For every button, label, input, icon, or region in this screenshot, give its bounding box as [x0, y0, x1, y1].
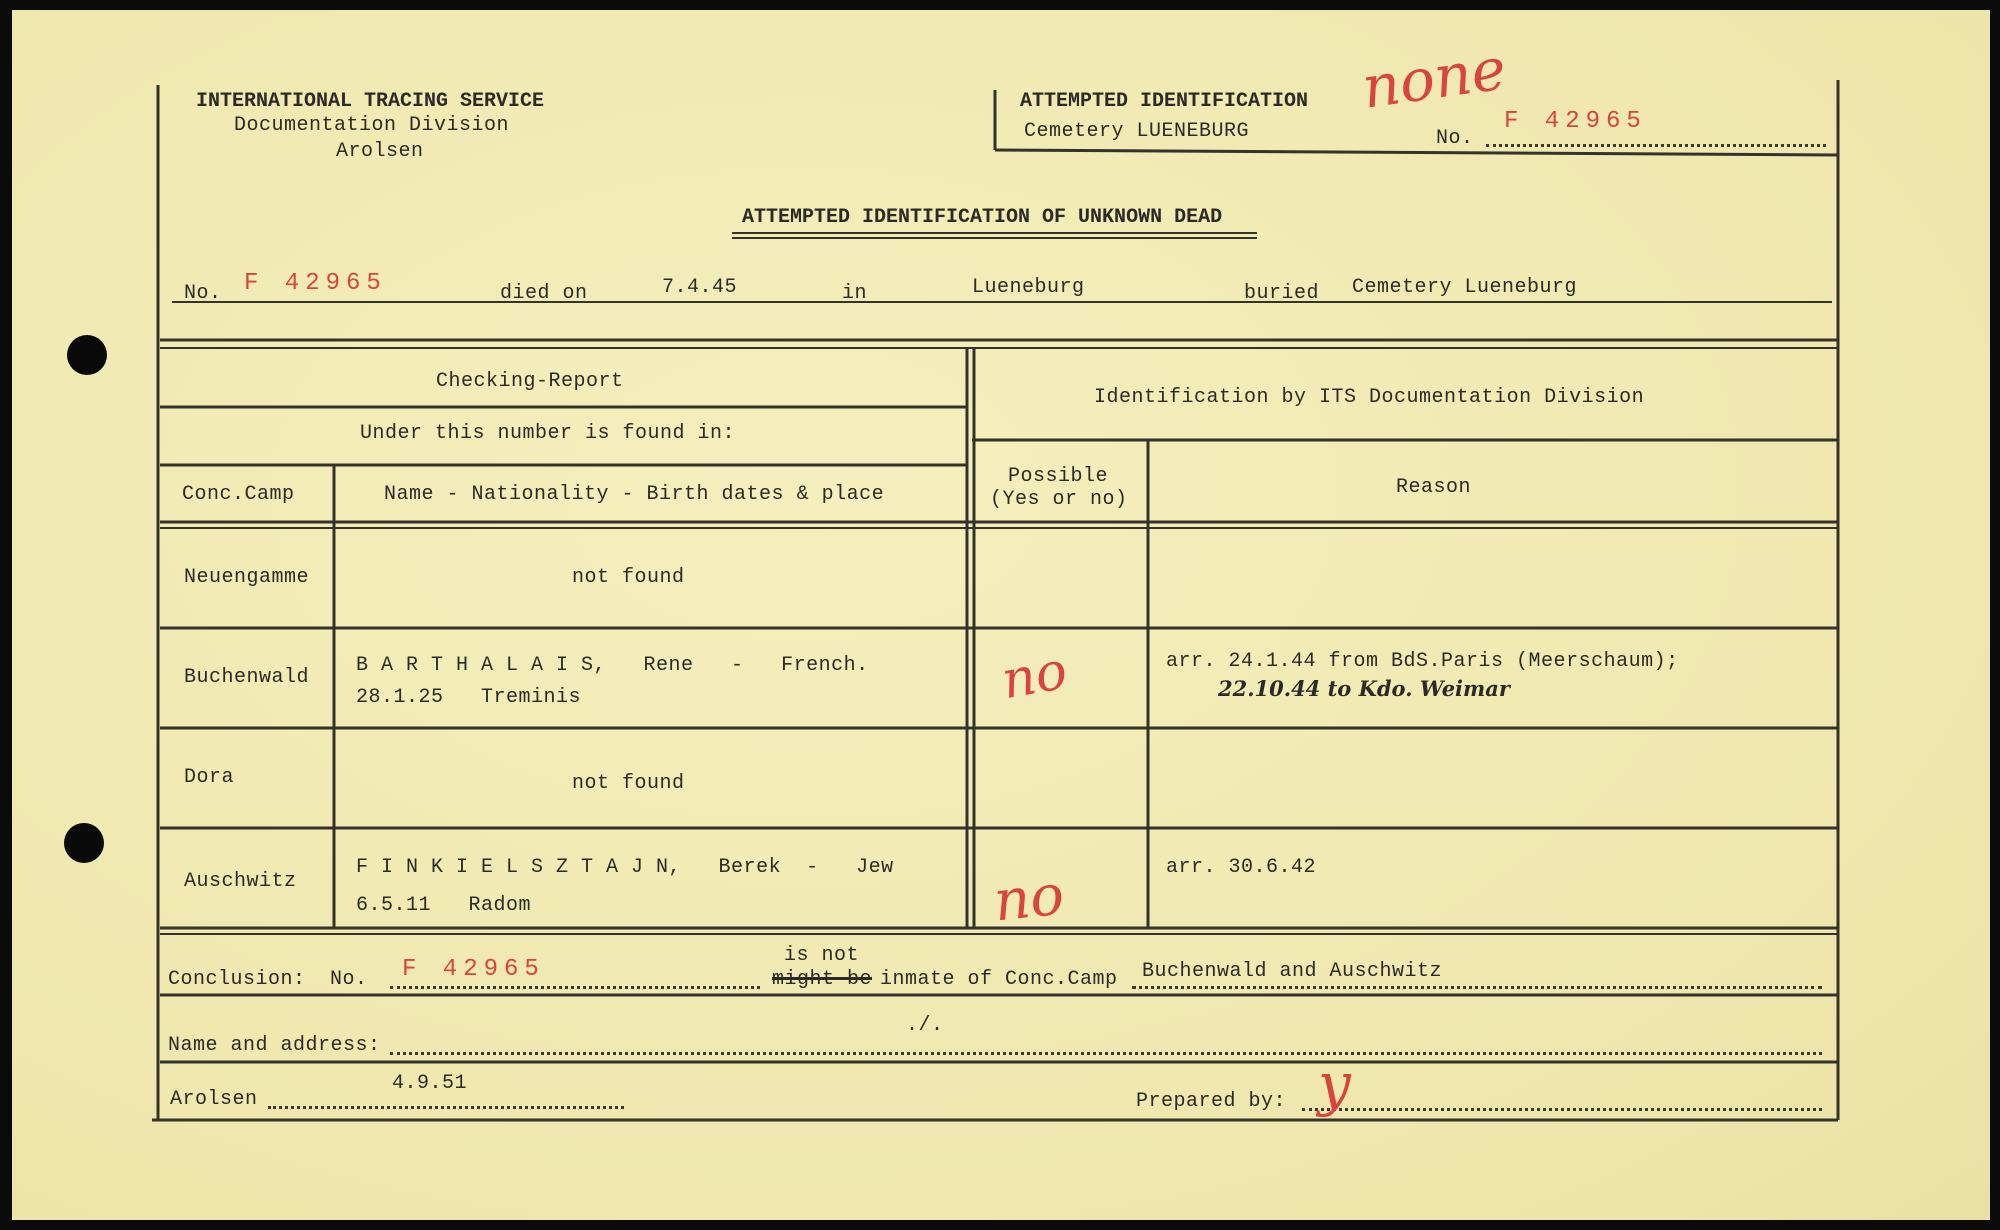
row-reason-line-2: 22.10.44 to Kdo. Weimar — [1218, 676, 1510, 701]
row-possible: no — [990, 862, 1067, 935]
col-possible-subheader: (Yes or no) — [990, 488, 1128, 511]
prepared-dots — [1302, 1108, 1822, 1111]
row-name-line-2: 28.1.25 Treminis — [356, 686, 582, 709]
row-name-line-1: F I N K I E L S Z T A J N, Berek - Jew — [356, 856, 894, 879]
record-died-value: 7.4.45 — [662, 276, 738, 299]
issuer-line-1: INTERNATIONAL TRACING SERVICE — [196, 90, 545, 113]
address-dots — [390, 1052, 1822, 1055]
box-cemetery: Cemetery LUENEBURG — [1024, 120, 1250, 143]
row-camp: Neuengamme — [184, 566, 310, 589]
footer-date: 4.9.51 — [392, 1072, 468, 1095]
form-title: ATTEMPTED IDENTIFICATION OF UNKNOWN DEAD — [742, 206, 1223, 229]
footer-date-dots — [268, 1106, 624, 1109]
row-name-line-1: not found — [572, 566, 685, 589]
row-possible: no — [997, 640, 1072, 712]
address-value: ./. — [906, 1014, 944, 1037]
issuer-line-2: Documentation Division — [234, 114, 510, 137]
row-camp: Auschwitz — [184, 870, 297, 893]
box-no-dots — [1486, 144, 1826, 147]
record-buried-value: Cemetery Lueneburg — [1352, 276, 1578, 299]
col-reason-header: Reason — [1396, 476, 1472, 499]
conclusion-might-be-struck: might be — [772, 968, 873, 991]
conclusion-no-value: F 42965 — [402, 956, 545, 983]
identification-header: Identification by ITS Documentation Division — [1094, 386, 1645, 409]
conclusion-camps-dots — [1132, 986, 1822, 989]
row-reason-line-1: arr. 30.6.42 — [1166, 856, 1317, 879]
address-label: Name and address: — [168, 1034, 381, 1057]
conclusion-label: Conclusion: — [168, 968, 306, 991]
row-camp: Dora — [184, 766, 235, 789]
conclusion-no-dots — [390, 986, 760, 989]
checking-subheader: Under this number is found in: — [360, 422, 736, 445]
record-died-label: died on — [500, 282, 588, 305]
conclusion-is-not: is not — [784, 944, 860, 967]
row-name-line-1: B A R T H A L A I S, Rene - French. — [356, 654, 869, 677]
footer-place: Arolsen — [170, 1088, 258, 1111]
box-no-label: No. — [1436, 127, 1474, 150]
issuer-line-3: Arolsen — [336, 140, 424, 163]
col-possible-header: Possible — [1008, 465, 1109, 488]
document-card — [12, 10, 1990, 1220]
col-name-header: Name - Nationality - Birth dates & place — [384, 483, 885, 506]
row-camp: Buchenwald — [184, 666, 310, 689]
box-no-value: F 42965 — [1504, 108, 1647, 135]
conclusion-no-label: No. — [330, 968, 368, 991]
row-name-line-2: 6.5.11 Radom — [356, 894, 532, 917]
conclusion-inmate: inmate of Conc.Camp — [880, 968, 1118, 991]
conclusion-camps: Buchenwald and Auschwitz — [1142, 960, 1443, 983]
record-buried-label: buried — [1244, 282, 1320, 305]
box-title: ATTEMPTED IDENTIFICATION — [1020, 90, 1309, 113]
col-camp-header: Conc.Camp — [182, 483, 295, 506]
row-reason-line-1: arr. 24.1.44 from BdS.Paris (Meerschaum); — [1166, 650, 1679, 673]
record-no-label: No. — [184, 282, 222, 305]
checking-header: Checking-Report — [436, 370, 624, 393]
handwritten-none: none — [1357, 34, 1510, 122]
record-no-value: F 42965 — [244, 270, 387, 297]
prepared-label: Prepared by: — [1136, 1090, 1287, 1113]
record-in-value: Lueneburg — [972, 276, 1085, 299]
prepared-signature: y — [1318, 1050, 1351, 1118]
record-in-label: in — [842, 282, 868, 305]
row-name-line-1: not found — [572, 772, 685, 795]
